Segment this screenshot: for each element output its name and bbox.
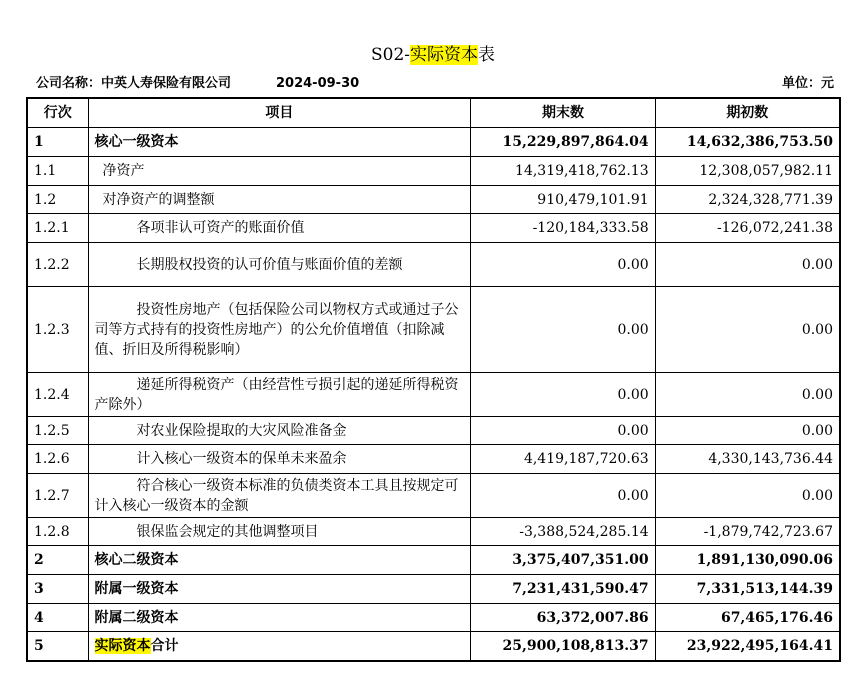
row-code: 2 <box>27 546 88 575</box>
row-end-value: 0.00 <box>471 373 655 417</box>
row-code: 5 <box>27 632 88 661</box>
row-item: 附属二级资本 <box>88 604 471 632</box>
row-item: 长期股权投资的认可价值与账面价值的差额 <box>88 243 471 287</box>
row-begin-value: 67,465,176.46 <box>655 604 840 632</box>
row-code: 1.2.4 <box>27 373 88 417</box>
table-row <box>27 474 840 518</box>
table-row <box>27 604 840 632</box>
row-code: 1.1 <box>27 157 88 186</box>
row-end-value: -120,184,333.58 <box>471 214 655 243</box>
row-begin-value: 0.00 <box>655 373 840 417</box>
row-end-value: 15,229,897,864.04 <box>471 128 655 157</box>
table-row <box>27 186 840 214</box>
row-begin-value: 23,922,495,164.41 <box>655 632 840 661</box>
total-item-highlight: 实际资本 <box>94 637 151 654</box>
row-end-value: 25,900,108,813.37 <box>471 632 655 661</box>
row-item: 对农业保险提取的大灾风险准备金 <box>88 417 471 445</box>
row-end-value: 4,419,187,720.63 <box>471 445 655 474</box>
row-end-value: 7,231,431,590.47 <box>471 575 655 604</box>
row-item: 附属一级资本 <box>88 575 471 604</box>
table-row <box>27 128 840 157</box>
row-code: 1.2.3 <box>27 287 88 373</box>
title-highlight: 实际资本 <box>410 45 479 65</box>
table-row <box>27 575 840 604</box>
table-row <box>27 632 840 661</box>
header-end: 期末数 <box>471 98 655 128</box>
capital-table <box>26 97 841 662</box>
row-begin-value: 0.00 <box>655 417 840 445</box>
table-row <box>27 445 840 474</box>
row-end-value: 0.00 <box>471 287 655 373</box>
row-begin-value: 1,891,130,090.06 <box>655 546 840 575</box>
header-row <box>27 98 840 128</box>
table-row <box>27 518 840 546</box>
row-begin-value: 0.00 <box>655 243 840 287</box>
row-item: 计入核心一级资本的保单未来盈余 <box>88 445 471 474</box>
table-row <box>27 373 840 417</box>
row-begin-value: 4,330,143,736.44 <box>655 445 840 474</box>
total-item-rest: 合计 <box>150 637 179 654</box>
row-item: 核心二级资本 <box>88 546 471 575</box>
row-item: 符合核心一级资本标准的负债类资本工具且按规定可计入核心一级资本的金额 <box>88 474 471 518</box>
row-code: 4 <box>27 604 88 632</box>
row-item: 核心一级资本 <box>88 128 471 157</box>
row-end-value: 63,372,007.86 <box>471 604 655 632</box>
row-end-value: 3,375,407,351.00 <box>471 546 655 575</box>
table-row <box>27 287 840 373</box>
row-item: 对净资产的调整额 <box>88 186 471 214</box>
row-end-value: -3,388,524,285.14 <box>471 518 655 546</box>
row-begin-value: 2,324,328,771.39 <box>655 186 840 214</box>
row-begin-value: 0.00 <box>655 474 840 518</box>
header-code: 行次 <box>27 98 88 128</box>
report-meta <box>36 74 834 94</box>
table-row <box>27 214 840 243</box>
row-begin-value: -1,879,742,723.67 <box>655 518 840 546</box>
row-code: 1.2 <box>27 186 88 214</box>
row-item: 银保监会规定的其他调整项目 <box>88 518 471 546</box>
row-end-value: 0.00 <box>471 474 655 518</box>
row-end-value: 0.00 <box>471 417 655 445</box>
row-item: 递延所得税资产（由经营性亏损引起的递延所得税资产除外） <box>88 373 471 417</box>
report-title <box>0 43 866 67</box>
title-prefix: S02- <box>370 45 411 65</box>
row-begin-value: 0.00 <box>655 287 840 373</box>
row-begin-value: 7,331,513,144.39 <box>655 575 840 604</box>
row-code: 1.2.7 <box>27 474 88 518</box>
row-item: 净资产 <box>88 157 471 186</box>
row-begin-value: 12,308,057,982.11 <box>655 157 840 186</box>
row-code: 1.2.6 <box>27 445 88 474</box>
title-suffix: 表 <box>478 45 496 65</box>
row-end-value: 14,319,418,762.13 <box>471 157 655 186</box>
row-code: 1.2.5 <box>27 417 88 445</box>
row-code: 3 <box>27 575 88 604</box>
company-name: 公司名称：中英人寿保险有限公司 <box>36 76 232 91</box>
table-row <box>27 417 840 445</box>
row-code: 1.2.2 <box>27 243 88 287</box>
row-end-value: 910,479,101.91 <box>471 186 655 214</box>
header-item: 项目 <box>88 98 471 128</box>
currency-unit: 单位：元 <box>781 76 834 91</box>
row-item: 投资性房地产（包括保险公司以物权方式或通过子公司等方式持有的投资性房地产）的公允价值增值（扣除减值、折旧及所得税影响） <box>88 287 471 373</box>
row-code: 1 <box>27 128 88 157</box>
table-row <box>27 243 840 287</box>
row-begin-value: -126,072,241.38 <box>655 214 840 243</box>
row-code: 1.2.1 <box>27 214 88 243</box>
row-begin-value: 14,632,386,753.50 <box>655 128 840 157</box>
report-date: 2024-09-30 <box>276 76 360 91</box>
table-row <box>27 546 840 575</box>
row-end-value: 0.00 <box>471 243 655 287</box>
header-begin: 期初数 <box>655 98 840 128</box>
row-item <box>88 632 471 661</box>
row-code: 1.2.8 <box>27 518 88 546</box>
row-item: 各项非认可资产的账面价值 <box>88 214 471 243</box>
table-row <box>27 157 840 186</box>
